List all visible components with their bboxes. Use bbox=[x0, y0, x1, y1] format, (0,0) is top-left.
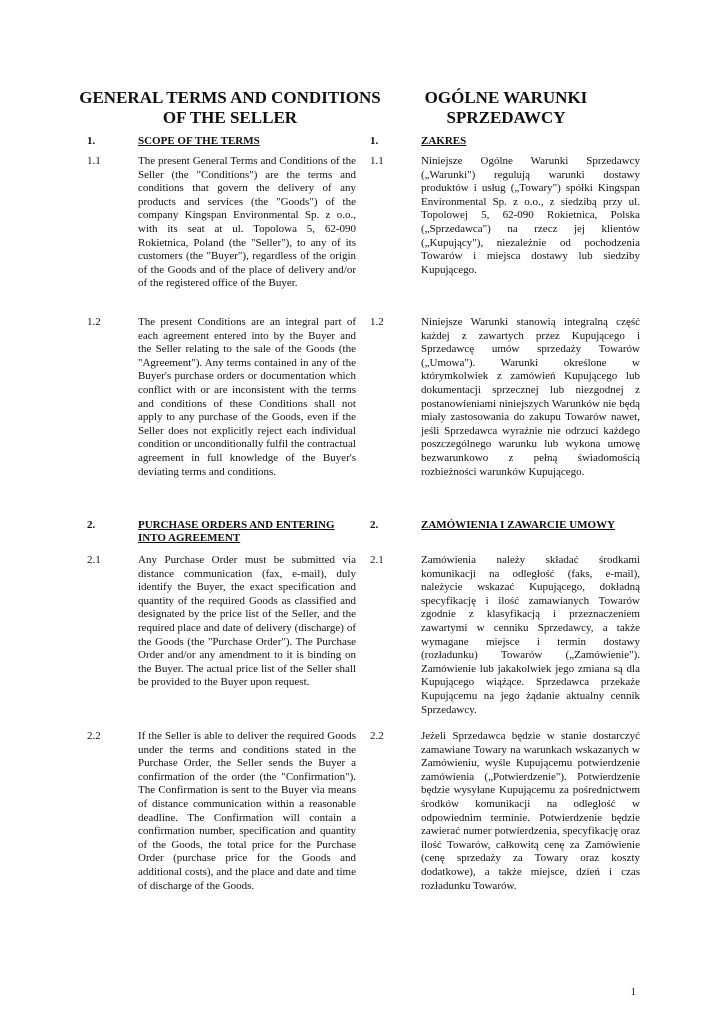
paragraph-number: 2.2 bbox=[370, 730, 384, 742]
section-number: 2. bbox=[370, 519, 379, 531]
section-number: 1. bbox=[87, 135, 96, 147]
paragraph-text: Zamówienia należy składać środkami komunikacji na odległość (faks, e-mail), należycie wskazać Kupującego, dokładną specyfikację i ilość zamawianych Towarów zgodnie z klasyfikacją i przeznaczeniem zawartymi w cenniku Sprzedawcy, a także wymagane miejsce i termin dostawy (rozładunku) Towarów („Zamówienie"). Zamówienie lub jakakolwiek jego zmiana są dla Kupującego wiążące. Sprzedawca przekaże Kupującemu na jego żądanie aktualny cennik Sprzedawcy. bbox=[421, 554, 640, 716]
paragraph-text: If the Seller is able to deliver the required Goods under the terms and conditions stated in the Purchase Order, the Seller sends the Buyer a confirmation of the order (the "Confirmation"). The Confirmation is sent to the Buyer via means of distance communication within a reasonable deadline. The Confirmation will contain a confirmation number, specification and quantity of the Goods, the total price for the Purchase Order (purchase price for the Goods and additional costs), and the place and date and time of discharge of the Goods. bbox=[138, 730, 356, 892]
title-english: GENERAL TERMS AND CONDITIONS OF THE SELLER bbox=[79, 88, 381, 127]
section-title: ZAKRES bbox=[421, 135, 467, 147]
section-number: 1. bbox=[370, 135, 379, 147]
page-number: 1 bbox=[630, 986, 636, 998]
paragraph-text: The present General Terms and Conditions of the Seller (the "Conditions") are the terms and conditions that govern the delivery of any products and services (the "Goods") of the company Kingspan Environmental Sp. z o.o., with its seat at ul. Topolowa 5, 62-090 Rokietnica, Poland (the "Seller"), to any of its customers (the "Buyer"), regardless of the origin of the Goods and of the place of delivery and/or of the registered office of the Buyer. bbox=[138, 155, 356, 290]
paragraph-number: 1.1 bbox=[370, 155, 384, 167]
paragraph-number: 2.2 bbox=[87, 730, 101, 742]
paragraph-number: 1.1 bbox=[87, 155, 101, 167]
paragraph-number: 2.1 bbox=[370, 554, 384, 566]
paragraph-text: Jeżeli Sprzedawca będzie w stanie dostarczyć zamawiane Towary na warunkach wskazanych w Zamówieniu, wyśle Kupującemu potwierdzenie zamówienia („Potwierdzenie"). Potwierdzenie będzie wysyłane Kupującemu za pośrednictwem środków komunikacji na odległość w odpowiednim terminie. Potwierdzenie będzie zawierać numer potwierdzenia, specyfikację oraz ilość Towarów, całkowitą cenę za Zamówienie (cenę sprzedaży za Towary oraz koszty dodatkowe), a także miejsce, dzień i czas rozładunku Towarów. bbox=[421, 730, 640, 892]
paragraph-text: Niniejsze Warunki stanowią integralną część każdej z zawartych przez Kupującego i Sprzedawcę umów sprzedaży Towarów („Umowa"). Warunki określone w którymkolwiek z zamówień Kupującego lub dokumentacji sprzecznej lub niezgodnej z postanowieniami niniejszych Warunków nie będą miały zastosowania do zakupu Towarów nawet, jeśli Sprzedawca wyraźnie nie odrzuci każdego poszczególnego warunku lub wykona umowę bezwarunkowo z pełną świadomością rozbieżności warunków Kupującego. bbox=[421, 316, 640, 478]
section-title: ZAMÓWIENIA I ZAWARCIE UMOWY bbox=[421, 519, 616, 531]
title-polish: OGÓLNE WARUNKI SPRZEDAWCY bbox=[424, 88, 588, 127]
paragraph-number: 1.2 bbox=[87, 316, 101, 328]
paragraph-number: 2.1 bbox=[87, 554, 101, 566]
section-title: SCOPE OF THE TERMS bbox=[138, 135, 260, 147]
paragraph-text: Any Purchase Order must be submitted via distance communication (fax, e-mail), duly identify the Buyer, the exact specification and quantity of the required Goods as classified and designated by the price list of the Seller, and the required place and date of delivery (discharge) of the Goods (the "Purchase Order"). The Purchase Order and/or any amendment to it is binding on the Buyer. The actual price list of the Seller shall be provided to the Buyer upon request. bbox=[138, 554, 356, 689]
section-number: 2. bbox=[87, 519, 96, 531]
paragraph-number: 1.2 bbox=[370, 316, 384, 328]
paragraph-text: The present Conditions are an integral part of each agreement entered into by the Buyer and the Seller relating to the sale of the Goods (the "Agreement"). Any terms contained in any of the Buyer's purchase orders or documentation which conflict with or are inconsistent with the terms and conditions of these Conditions shall not apply to any purchase of the Goods, even if the Seller does not explicitly reject each individual condition or unconditionally fulfil the contractual agreement in full knowledge of the Buyer's deviating terms and conditions. bbox=[138, 316, 356, 478]
paragraph-text: Niniejsze Ogólne Warunki Sprzedawcy („Warunki") regulują warunki dostawy produktów i usług („Towary") spółki Kingspan Environmental Sp. z o.o., z siedzibą przy ul. Topolowej 5, 62-090 Rokietnica, Polska („Sprzedawca") na rzecz jej klientów („Kupujący"), niezależnie od pochodzenia Towarów i miejsca dostawy lub siedziby Kupującego. bbox=[421, 155, 640, 276]
section-title: PURCHASE ORDERS AND ENTERING INTO AGREEMENT bbox=[138, 519, 335, 544]
